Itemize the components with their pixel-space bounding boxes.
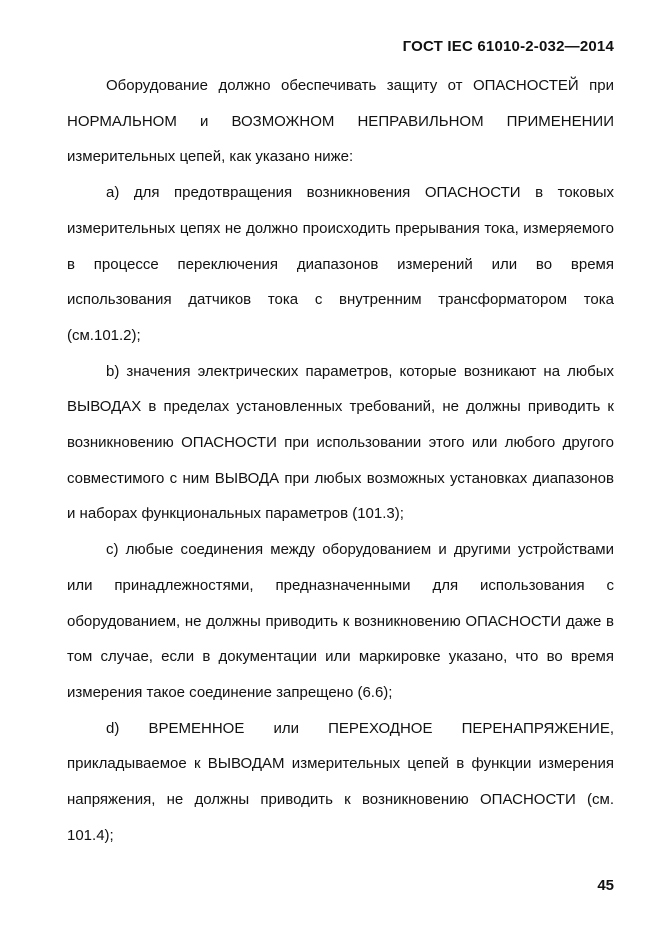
paragraph-item-d: d) ВРЕМЕННОЕ или ПЕРЕХОДНОЕ ПЕРЕНАПРЯЖЕНИЕ, прикладываемое к ВЫВОДАМ измерительных цепей в функции измерения напряжения, не должны приводить к возникновению ОПАСНОСТИ (см. 101.4); xyxy=(67,719,614,844)
paragraph-intro: Оборудование должно обеспечивать защиту от ОПАСНОСТЕЙ при НОРМАЛЬНОМ и ВОЗМОЖНОМ НЕПРАВИЛЬНОМ ПРИМЕНЕНИИ измерительных цепей, как указано ниже: xyxy=(67,77,614,166)
page-number: 45 xyxy=(597,877,614,894)
document-header: ГОСТ IEC 61010-2-032—2014 xyxy=(402,38,614,55)
paragraph-item-b: b) значения электрических параметров, которые возникают на любых ВЫВОДАХ в пределах установленных требований, не должны приводить к возникновению ОПАСНОСТИ при использовании этого или любого другого совместимого с ним ВЫВОДА при любых возможных установках диапазонов и наборах функциональных параметров (101.3); xyxy=(67,362,614,523)
paragraph-item-a: a) для предотвращения возникновения ОПАСНОСТИ в токовых измерительных цепях не должно происходить прерывания тока, измеряемого в процессе переключения диапазонов измерений или во время использования датчиков тока с внутренним трансформатором тока (см.101.2); xyxy=(67,184,614,344)
paragraph-item-c: c) любые соединения между оборудованием и другими устройствами или принадлежностями, предназначенными для использования с оборудованием, не должны приводить к возникновению ОПАСНОСТИ даже в том случае, если в документации или маркировке указано, что во время измерения такое соединение запрещено (6.6); xyxy=(67,541,614,701)
document-body xyxy=(67,68,614,853)
